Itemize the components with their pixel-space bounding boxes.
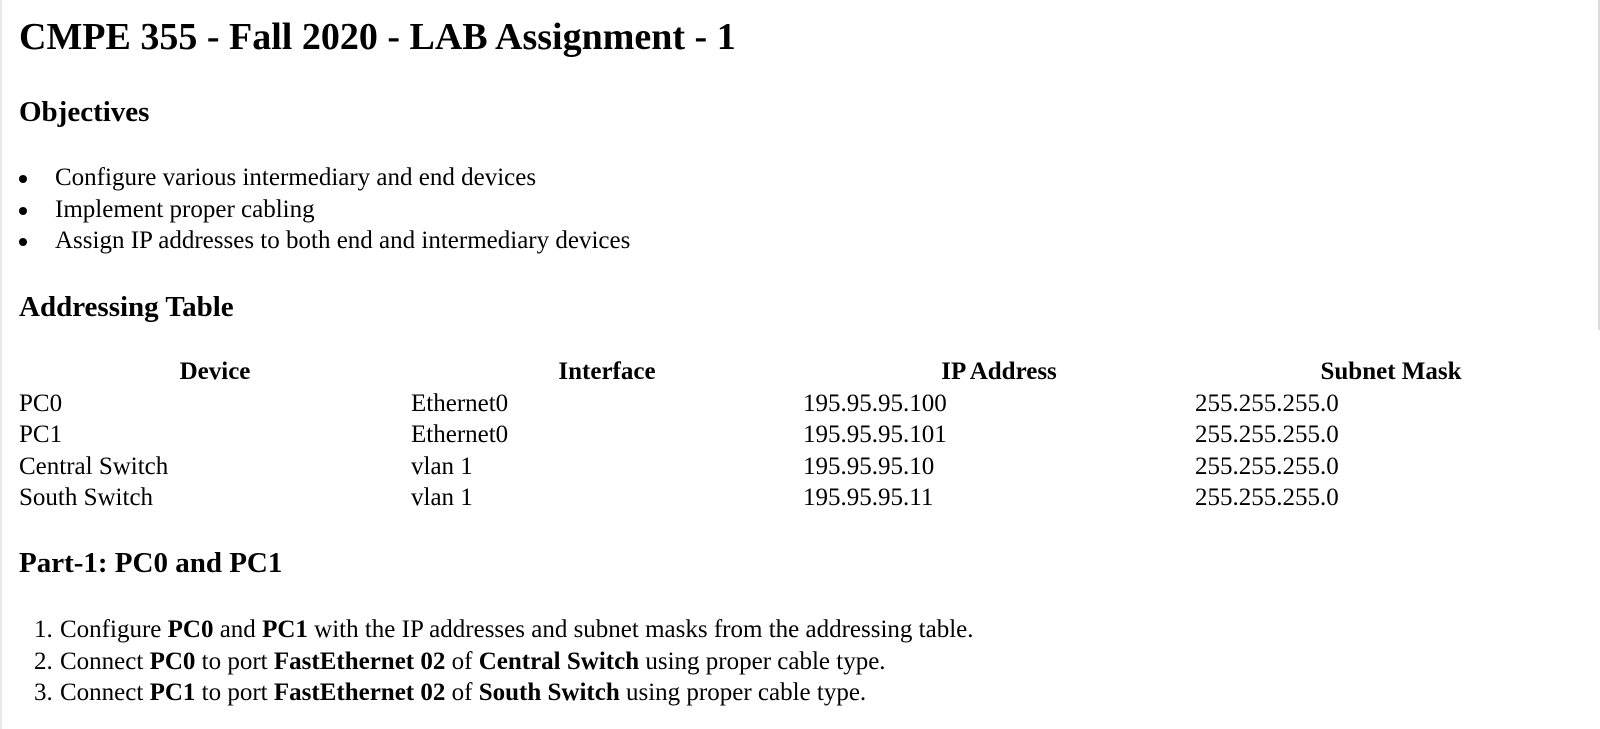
step-text: to port [195,647,274,675]
step-number: 2. [34,647,53,675]
column-header-interface: Interface [558,358,656,385]
cell-device: PC1 [19,421,63,448]
list-item [19,614,974,646]
cell-interface: Ethernet0 [411,389,509,417]
part1-heading: Part-1: PC0 and PC1 [19,547,283,579]
step-bold-text: South Switch [478,679,620,706]
objectives-heading: Objectives [19,96,150,128]
objective-item [19,225,630,257]
step-bold-text: PC1 [149,679,196,706]
cell-device: Central Switch [19,452,169,480]
step-text: to port [195,679,274,706]
table-row [19,419,1587,451]
table-header-row [19,356,1587,388]
cell-subnet-mask: 255.255.255.0 [1195,421,1339,448]
step-number: 3. [34,679,53,706]
cell-ip-address: 195.95.95.10 [803,452,935,480]
cell-device: PC0 [19,389,63,417]
table-row [19,451,1587,483]
cell-subnet-mask: 255.255.255.0 [1195,452,1339,480]
step-text: and [213,616,263,643]
objective-item [19,162,630,194]
cell-subnet-mask: 255.255.255.0 [1195,484,1339,511]
objectives-list [19,162,630,257]
step-bold-text: PC0 [167,616,214,643]
table-row [19,388,1587,420]
step-text: of [445,647,479,675]
step-text: Connect [60,679,150,706]
step-number: 1. [34,616,53,643]
cell-interface: Ethernet0 [411,421,509,448]
bullet-icon [19,207,27,215]
cell-ip-address: 195.95.95.11 [803,484,934,511]
addressing-table-heading: Addressing Table [19,291,234,323]
step-bold-text: FastEthernet 02 [273,647,446,675]
step-text: using proper cable type. [619,679,867,706]
objective-item [19,194,630,226]
step-bold-text: FastEthernet 02 [273,679,446,706]
step-text: with the IP addresses and subnet masks from the addressing table. [307,616,974,643]
objective-text: Implement proper cabling [55,195,315,223]
addressing-table [19,356,1587,514]
step-text: Connect [60,647,150,675]
objective-text: Assign IP addresses to both end and intermediary devices [55,227,631,254]
bullet-icon [19,238,27,246]
cell-subnet-mask: 255.255.255.0 [1195,389,1339,417]
step-text: Configure [60,616,168,643]
page-title: CMPE 355 - Fall 2020 - LAB Assignment - 1 [19,16,736,58]
objective-text: Configure various intermediary and end devices [55,164,537,191]
step-bold-text: PC1 [262,616,308,643]
part1-steps-list [19,614,974,709]
step-text: using proper cable type. [639,647,886,675]
column-header-subnet-mask: Subnet Mask [1320,358,1462,385]
bullet-icon [19,175,27,183]
cell-ip-address: 195.95.95.101 [803,421,947,448]
step-bold-text: Central Switch [478,647,640,675]
cell-interface: vlan 1 [411,484,473,511]
cell-device: South Switch [19,484,154,511]
step-text: of [445,679,479,706]
table-row [19,482,1587,514]
list-item [19,677,974,709]
cell-interface: vlan 1 [411,452,473,480]
step-bold-text: PC0 [149,647,196,675]
column-header-device: Device [179,358,251,385]
list-item [19,646,974,678]
cell-ip-address: 195.95.95.100 [803,389,947,417]
column-header-ip-address: IP Address [941,358,1057,385]
